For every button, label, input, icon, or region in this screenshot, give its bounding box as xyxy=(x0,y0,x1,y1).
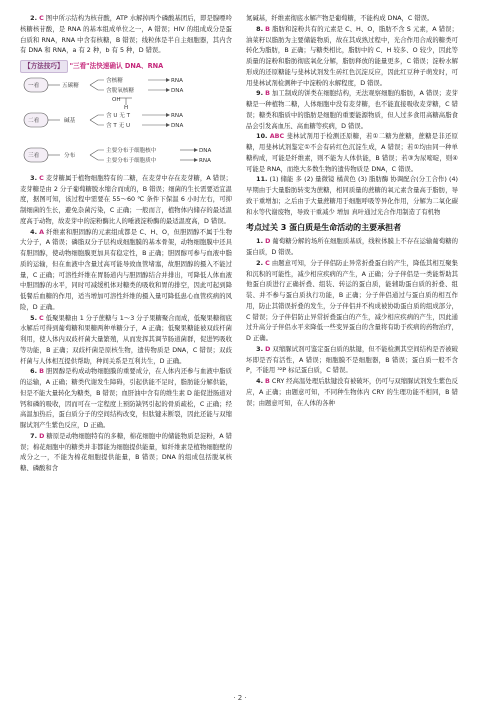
answer-7-continued xyxy=(246,14,458,25)
explanation-text: CRY 经高温处理后肽键没有被破坏，仍可与双缩脲试剂发生紫色反应，A 正确；由题意可知，不同种生物体内 CRY 的生理功能不相同，B 错误；由题意可知，在人体的各种 xyxy=(246,378,458,407)
explanation-text: 双缩脲试剂可鉴定蛋白质的肽键，但不能检测其空间结构是否被破坏即是否有活性，A 错误；细胞膜不是细胞器，B 错误；蛋白质一般不含 P，不能用 ³²P 标记蛋白质，C 错误。 xyxy=(246,345,458,375)
diagram-deoxyribose-result: DNA xyxy=(171,87,184,94)
dna-rna-diagram xyxy=(20,75,232,171)
answer-letter: C xyxy=(265,259,270,267)
explanation-text: 胆固醇是构成动物细胞膜的重要成分，在人体内还参与血液中脂质的运输，A 正确；糖类代谢发生障碍，引起供能不足时，脂肪能分解供能，但是不能大量转化为糖类，B 错误；血肝油中含有的维生素 D 能促进肠道对钙和磷的吸收，因而可在一定程度上预防缺钙引起的骨质疏松，C 正确；经高温加热后，蛋白质分子的空间结构改变，但肽键未断裂，因此还能与双缩脲试剂产生紫色反应，D 正确。 xyxy=(20,368,232,429)
answer-4: 4. A 纤维素和胆固醇的元素组成都是 C、H、O，但胆固醇不属于生物大分子，A 错误；磷脂双分子层构成细胞膜的基本骨架，动物细胞膜中还具有胆固醇，使动物细胞膜更加具有稳定性，B 正确；胆固醇可参与血液中脂质的运输，但在血液中含量过高可能导致血管堵塞，故胆固醇的摄入不能过量，C 正确；可溶性纤维在胃肠道内与胆固醇结合并排出，可降低人体血液中胆固醇的水平，同时可减缓机体对糖类的吸收和胃的排空，因此可起到降低餐后血糖的作用，适当增加可溶性纤维的摄入量可降低患心血管疾病的风险，D 正确。 xyxy=(20,228,232,311)
explanation-text: 纤维素和胆固醇的元素组成都是 C、H、O，但胆固醇不属于生物大分子，A 错误；磷脂双分子层构成细胞膜的基本骨架，动物细胞膜中还具有胆固醇，使动物细胞膜更加具有稳定性，B 正确；胆固醇可参与血液中脂质的运输，但在血液中含量过高可能导致血管堵塞，故胆固醇的摄入不能过量，C 正确；可溶性纤维在胃肠道内与胆固醇结合并排出，可降低人体血液中胆固醇的水平，同时可减缓机体对糖类的吸收和胃的排空，因此可起到降低餐后血糖的作用，适当增加可溶性纤维的摄入量可降低患心血管疾病的风险，D 正确。 xyxy=(20,228,232,311)
answer-letter: B xyxy=(39,368,44,376)
diagram-cytoplasm-result: RNA xyxy=(199,157,211,164)
answer-5: 5. C 低聚果糖由 1 分子蔗糖与 1～3 分子果糖聚合而成，低聚果糖彻底水解后可得到葡萄糖和果糖两种单糖分子，A 正确；低聚果糖能被双歧杆菌利用，使人体内双歧杆菌大量繁殖，从而发挥其调节肠道菌群，促进钙吸收等功能，B 正确；双歧杆菌是原核生物，遗传物质是 DNA，C 错误；双歧杆菌与人体相互提供帮助，种间关系是互利共生，D 正确。 xyxy=(20,314,232,365)
answer-letter: C xyxy=(39,15,44,22)
explanation-text: 加工制成的饼类在细胞结构，无法观察细胞的脂肪，A 错误；麦芽糖是一种植物二糖，人体细胞中没有麦芽糖，也不能直接吸收麦芽糖，C 错误；糖类和脂质中的脂肪是细胞的重要能源物质，但人过多食用高糖高脂食品会引发高血压、高血糖等疾病，D 错误。 xyxy=(246,90,458,130)
explanation-text: 斐林试剂用于检测还原糖，若①二糖为蔗糖，蔗糖是非还原糖，用斐林试剂鉴定①不会有砖红色沉淀生成，A 错误；若①均由同一种单糖构成，可能是纤维素，则不能为人体供能，B 错误；若③为尿嘧啶，则④可能是 RNA，而绝大多数生物的遗传物质是 DNA，C 错误。 xyxy=(246,133,458,173)
explanation-text: 麦芽糖属于植物细胞特有的二糖，在麦芽中存在麦芽糖，A 错误；麦芽糖是由 2 分子葡萄糖脱水缩合而成的，B 错误；细菌的生长需要适宜温度，据图可知，该过程中需要在 55～60 ℃ 条件下保温 6 小时左右，可抑制细菌的生长，避免杂菌污染，C 正确；一般而言，植物体内储存的最适温度高于动物，故麦芽中的淀粉酶比人的唾液淀粉酶的最适温度高，D 错误。 xyxy=(20,174,232,225)
right-column xyxy=(246,14,458,409)
diagram-ribose: 含核糖 xyxy=(106,77,123,84)
diagram-t-no-u: 含 T 无 U xyxy=(106,122,131,129)
answer-letter: B xyxy=(265,378,270,385)
diagram-criterion-location: 分布 xyxy=(64,152,76,159)
tip-title: "三看"法快速确认 DNA、RNA xyxy=(69,62,164,70)
diagram-deoxyribose: 含脱氧核糖 xyxy=(106,87,134,94)
section-answer-1: 1. D 葡萄糖分解的场所在细胞质基质，线粒体膜上不存在运输葡萄糖的蛋白质，D 错误。 xyxy=(246,238,458,256)
answer-letter: C xyxy=(39,174,44,182)
diagram-nucleus: 主要分布于细胞核中 xyxy=(106,147,157,154)
explanation-text: 由题意可知，分子伴侣防止异常折叠蛋白的产生，降低其相互聚集和沉积的可能性，减少相应疾病的产生，A 正确；分子伴侣是一类能帮助其他蛋白质进行正确折叠、组装、转运的蛋白质，能辅助蛋白质的折叠、组装、并不参与蛋白质执行功能，B 正确；分子伴侣通过与蛋白质的相互作用，防止其错误折叠的发生，分子伴侣并不构成被协助蛋白质的组成部分，C 错误；分子伴侣防止异常折叠蛋白的产生，减少相应疾病的产生，因此通过升高分子伴侣水平来降低一些变异蛋白的含量将有助于疾病的药物治疗，D 正确。 xyxy=(246,259,458,342)
answer-2: 2. C 图中所示结构为核苷酸，ATP 水解掉两个磷酸基团后，即是腺嘌呤核糖核苷酸，是 RNA 的基本组成单位之一，A 错误；HIV 的组成成分是蛋白质和 RNA，RNA 中含有核糖，B 错误；线粒体是半自主细胞器，其内含有 DNA 和 RNA，a 有 2 种，b 有 5 种，D 错误。 xyxy=(20,15,232,55)
method-tip-heading xyxy=(20,60,232,73)
answer-letter: D xyxy=(39,432,45,440)
section-answer-3: 3. D 双缩脲试剂可鉴定蛋白质的肽键，但不能检测其空间结构是否被破坏即是否有活性，A 错误；细胞膜不是细胞器，B 错误；蛋白质一般不含 P，不能用 ³²P 标记蛋白质，C 错误。 xyxy=(246,345,458,375)
answer-3: 3. C 麦芽糖属于植物细胞特有的二糖，在麦芽中存在麦芽糖，A 错误；麦芽糖是由 2 分子葡萄糖脱水缩合而成的，B 错误；细菌的生长需要适宜温度，据图可知，该过程中需要在 55～60 ℃ 条件下保温 6 小时左右，可抑制细菌的生长，避免杂菌污染，C 正确；一般而言，植物体内储存的最适温度高于动物，故麦芽中的淀粉酶比人的唾液淀粉酶的最适温度高，D 错误。 xyxy=(20,174,232,225)
diagram-criterion-base: 碱基 xyxy=(64,117,76,124)
diagram-criterion-sugar: 五碳糖 xyxy=(62,82,79,89)
answer-letter: B xyxy=(265,90,270,98)
diagram-u-no-t-result: RNA xyxy=(171,112,183,119)
answer-10: 10. ABC 斐林试剂用于检测还原糖，若①二糖为蔗糖，蔗糖是非还原糖，用斐林试剂鉴定①不会有砖红色沉淀生成，A 错误；若①均由同一种单糖构成，可能是纤维素，则不能为人体供能，B 错误；若③为尿嘧啶，则④可能是 RNA，而绝大多数生物的遗传物质是 DNA，C 错误。 xyxy=(246,133,458,173)
diagram-ribose-result: RNA xyxy=(171,77,183,84)
diagram-nucleus-result: DNA xyxy=(199,147,212,154)
answer-9: 9. B 加工制成的饼类在细胞结构，无法观察细胞的脂肪，A 错误；麦芽糖是一种植物二糖，人体细胞中没有麦芽糖，也不能直接吸收麦芽糖，C 错误；糖类和脂质中的脂肪是细胞的重要能源物质，但人过多食用高糖高脂食品会引发高血压、高血糖等疾病，D 错误。 xyxy=(246,90,458,130)
explanation-text: 氮碱基，纤维素彻底水解产物是葡萄糖，不能构成 DNA，C 错误。 xyxy=(246,15,434,22)
explanation-text: 糖原是动物细胞特有的多糖，棉花细胞中的储能物质是淀粉，A 错误；棉花细胞中的糖类并非都能为细胞提供能量，如纤维素是植物细胞壁的成分之一，不能为棉花细胞提供能量，B 错误；DNA 的组成包括脱氧核糖、磷酸和含 xyxy=(20,432,232,472)
section-answer-2: 2. C 由题意可知，分子伴侣防止异常折叠蛋白的产生，降低其相互聚集和沉积的可能性，减少相应疾病的产生，A 正确；分子伴侣是一类能帮助其他蛋白质进行正确折叠、组装、转运的蛋白质，能辅助蛋白质的折叠、组装、并不参与蛋白质执行功能，B 正确；分子伴侣通过与蛋白质的相互作用，防止其错误折叠的发生，分子伴侣并不构成被协助蛋白质的组成部分，C 错误；分子伴侣防止异常折叠蛋白的产生，减少相应疾病的产生，因此通过升高分子伴侣水平来降低一些变异蛋白的含量将有助于疾病的药物治疗，D 正确。 xyxy=(246,259,458,342)
explanation-text: (1) 储能 多 (2) 量微镜 橘黄色 (3) 脂肪酶 协调配合(分工合作) (4) 早期由于大量脂肪转变为蔗糖，相同质量的蔗糖的氧元素含量高于脂肪，导致干重增加；之后由于大量蔗糖用于细胞呼吸等异化作用，分解为二氧化碳和水等代谢废物，导致干重减少 增加 真叶通过光合作用制造了有机物 xyxy=(246,176,458,216)
explanation-text: 脂肪和淀粉共有的元素是 C、H、O，脂肪不含 S 元素，A 错误；油菜籽以脂肪为主要储能物质，故在其成熟过程中，光合作用合成的糖类可转化为脂肪，B 正确；与糖类相比，脂肪中的 C、H 较多、O 较少，因此等质量的淀粉和脂肪彻底氧化分解，脂肪释放的能量更多，C 错误；淀粉水解形成的还原糖能与斐林试剂发生砖红色沉淀反应，因此红豆种子萌发时，可用斐林试剂检测种子中淀粉的水解程度，D 错误。 xyxy=(246,25,458,87)
answer-letter: C xyxy=(39,314,44,322)
section-title: 考点过关 3 蛋白质是生命活动的主要承担者 xyxy=(246,223,402,233)
answer-letter: D xyxy=(265,238,271,246)
page-number: · 2 · xyxy=(233,694,247,702)
diagram-look-1: 一看 xyxy=(28,82,40,89)
answer-letter: ABC xyxy=(269,133,285,141)
diagram-look-3: 三看 xyxy=(28,152,40,159)
diagram-oh: OH xyxy=(112,96,121,103)
diagram-h: H xyxy=(124,104,129,111)
diagram-cytoplasm: 主要分布于细胞质中 xyxy=(106,157,157,164)
answer-6: 6. B 胆固醇是构成动物细胞膜的重要成分，在人体内还参与血液中脂质的运输，A 正确；糖类代谢发生障碍，引起供能不足时，脂肪能分解供能，但是不能大量转化为糖类，B 错误；血肝油中含有的维生素 D 能促进肠道对钙和磷的吸收，因而可在一定程度上预防缺钙引起的骨质疏松，C 正确；经高温加热后，蛋白质分子的空间结构改变，但肽键未断裂，因此还能与双缩脲试剂产生紫色反应，D 正确。 xyxy=(20,368,232,429)
explanation-text: 葡萄糖分解的场所在细胞质基质，线粒体膜上不存在运输葡萄糖的蛋白质，D 错误。 xyxy=(246,238,458,256)
answer-8: 8. B 脂肪和淀粉共有的元素是 C、H、O，脂肪不含 S 元素，A 错误；油菜籽以脂肪为主要储能物质，故在其成熟过程中，光合作用合成的糖类可转化为脂肪，B 正确；与糖类相比，脂肪中的 C、H 较多、O 较少，因此等质量的淀粉和脂肪彻底氧化分解，脂肪释放的能量更多，C 错误；淀粉水解形成的还原糖能与斐林试剂发生砖红色沉淀反应，因此红豆种子萌发时，可用斐林试剂检测种子中淀粉的水解程度，D 错误。 xyxy=(246,25,458,87)
answer-letter: D xyxy=(265,345,271,353)
left-column xyxy=(20,14,232,475)
diagram-t-no-u-result: DNA xyxy=(171,122,184,129)
diagram-look-2: 二看 xyxy=(28,117,40,124)
explanation-text: 图中所示结构为核苷酸，ATP 水解掉两个磷酸基团后，即是腺嘌呤核糖核苷酸，是 RNA 的基本组成单位之一，A 错误；HIV 的组成成分是蛋白质和 RNA，RNA 中含有核糖，B 错误；线粒体是半自主细胞器，其内含有 DNA 和 RNA，a 有 2 种，b 有 5 种，D 错误。 xyxy=(20,15,232,55)
answer-7: 7. D 糖原是动物细胞特有的多糖，棉花细胞中的储能物质是淀粉，A 错误；棉花细胞中的糖类并非都能为细胞提供能量，如纤维素是植物细胞壁的成分之一，不能为棉花细胞提供能量，B 错误；DNA 的组成包括脱氧核糖、磷酸和含 xyxy=(20,432,232,472)
tip-tag: 【方法技巧】 xyxy=(20,60,68,73)
answer-11: 11. (1) 储能 多 (2) 量微镜 橘黄色 (3) 脂肪酶 协调配合(分工合作) (4) 早期由于大量脂肪转变为蔗糖，相同质量的蔗糖的氧元素含量高于脂肪，导致干重增加；之后由于大量蔗糖用于细胞呼吸等异化作用，分解为二氧化碳和水等代谢废物，导致干重减少 增加 真叶通过光合作用制造了有机物 xyxy=(246,176,458,216)
diagram-u-no-t: 含 U 无 T xyxy=(106,112,131,119)
answer-letter: A xyxy=(39,228,45,236)
section-answer-4: 4. B CRY 经高温处理后肽键没有被破坏，仍可与双缩脲试剂发生紫色反应，A 正确；由题意可知，不同种生物体内 CRY 的生理功能不相同，B 错误；由题意可知，在人体的各种 xyxy=(246,378,458,407)
explanation-text: 低聚果糖由 1 分子蔗糖与 1～3 分子果糖聚合而成，低聚果糖彻底水解后可得到葡萄糖和果糖两种单糖分子，A 正确；低聚果糖能被双歧杆菌利用，使人体内双歧杆菌大量繁殖，从而发挥其调节肠道菌群，促进钙吸收等功能，B 正确；双歧杆菌是原核生物，遗传物质是 DNA，C 错误；双歧杆菌与人体相互提供帮助，种间关系是互利共生，D 正确。 xyxy=(20,314,232,365)
answer-letter: B xyxy=(265,25,270,33)
